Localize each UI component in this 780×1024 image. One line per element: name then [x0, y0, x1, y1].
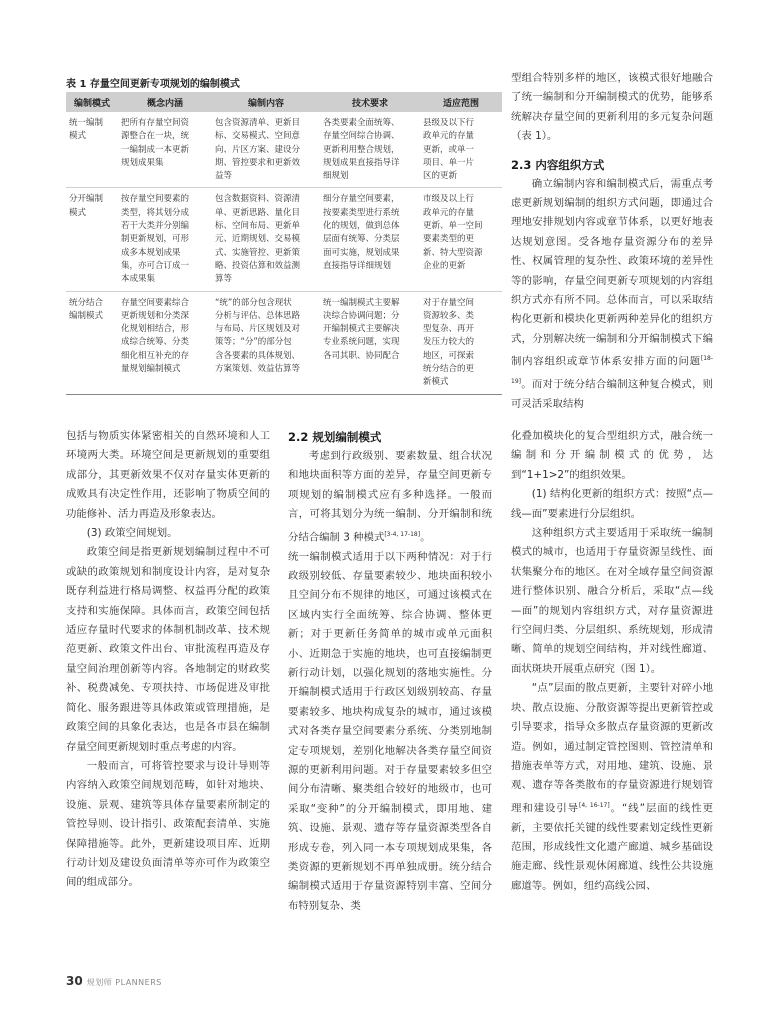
- right-column: [511, 427, 713, 896]
- table-cell: 存量空间要素综合 更新规划和分类深 化规划相结合，形 成综合统筹、分类 细化相互补充的存 量规划编制模式: [118, 291, 212, 394]
- section-heading: 2.3 内容组织方式: [511, 157, 605, 172]
- publication-name: 规划师 PLANNERS: [86, 978, 162, 987]
- planning-modes-table: [66, 92, 502, 395]
- table-cell: 按存量空间要素的 类型，将其划分成 若干大类并分别编 制更新规划，可形 成多本规划成果 集，亦可合订成一 本成果集: [118, 188, 212, 291]
- table-cell: “统”的部分包含现状 分析与评估、总体思路 与布局、片区规划及对 策等；“分”的部分包 含各要素的具体规划、 方案策划、效益估算等: [212, 291, 320, 394]
- table-cell: 分开编制 模式: [66, 188, 118, 291]
- left-column: [66, 427, 270, 893]
- table-cell: 统一编制模式主要解 决综合协调问题；分 开编制模式主要解决 专业系统问题，实现 各司其职、协同配合: [320, 291, 420, 394]
- table-cell: 细分存量空间要素， 按要素类型进行系统 化的规划，做到总体 层面有统筹、分类层 面可实施，规划成果 直接指导详细规划: [320, 188, 420, 291]
- table-cell: 统一编制 模式: [66, 112, 118, 188]
- table-row: [66, 188, 502, 291]
- section-heading: 2.2 规划编制模式: [288, 430, 382, 444]
- citation: [4, 16-17]: [579, 801, 610, 809]
- page-number: 30: [66, 974, 83, 988]
- paragraph: 这种组织方式主要适用于采取统一编制模式的城市，也适用于存量资源呈线性、面状集聚分布的地区。在对全域存量空间资源进行整体识别、融合分析后，采取“点—线—面”的规划内容组织方式，对存量资源进行空间归类、分层组织、系统规划，形成清晰、简单的规划空间结构，并对线性廊道、面状斑块开展重点研究（图 1）。: [511, 527, 713, 675]
- table-header: 编制内容: [212, 92, 320, 112]
- right-column-top: [511, 69, 713, 414]
- table-cell: 市级及以上行 政单元的存量 更新、单一空间 要素类型的更 新、特大型资源 企业的更新: [420, 188, 502, 291]
- table-title: 表 1 存量空间更新专项规划的编制模式: [66, 79, 240, 90]
- paragraph: 政策空间是指更新规划编制过程中不可或缺的政策规划和制度设计内容，是对复杂既存利益进行格局调整、权益再分配的政策支持和实施保障。具体而言，政策空间包括适应存量时代要求的体制机制改革、技术规范更新、政策文件出台、审批流程再造及存量空间治理创新等内容。各地制定的财政奖补、税费减免、专项扶持、市场促进及审批简化、服务跟进等具体政策或管理措施，是政策空间的具象化表达，也是各市县在编制存量空间更新规划时重点考虑的内容。: [66, 546, 270, 753]
- citation: [3-4, 17-18]: [384, 530, 421, 538]
- paragraph: (1) 结构化更新的组织方式：按照“点—线—面”要素进行分层组织。: [511, 488, 713, 520]
- paragraph: 型组合特别多样的地区，该模式很好地融合了统一编制和分开编制模式的优势，能够系统解决存量空间的更新利用的多元复杂问题（表 1）。: [511, 72, 713, 143]
- paragraph: 确立编制内容和编制模式后，需重点考虑更新规划编制的组织方式问题，即通过合理地安排规划内容或章节体系，以更好地表达规划意图。受各地存量资源分布的差异性、权属管理的复杂性、政策环境的差异性等的影响，存量空间更新专项规划的内容组织方式亦有所不同。总体而言，可以采取结构化更新和模块化更新两种差异化的组织方式，分别解决统一编制和分开编制模式下编制内容组织或章节体系安排方面的问题[18-19]。而对于统分结合编制这种复合模式，则可灵活采取结构: [511, 177, 713, 411]
- table-header: 技术要求: [320, 92, 420, 112]
- table-header: 编制模式: [66, 92, 118, 112]
- table-header: 适应范围: [420, 92, 502, 112]
- paragraph: “点”层面的散点更新，主要针对碎小地块、散点设施、分散资源等提出更新管控或引导要求，指导众多散点存量资源的更新改造。例如，通过制定管控图则、管控清单和措施表单等方式，对用地、建筑、设施、景观、遗存等各类散布的存量资源进行规划管理和建设引导[4, 16-17]。“线”层面的线性更新，主要依托关键的线性要素划定线性更新范围，形成线性文化遗产廊道、城乡基础设施走廊、线性景观休闲廊道、线性公共设施廊道等。例如，纽约高线公园、: [511, 682, 714, 892]
- paragraph: 统一编制模式适用于以下两种情况：对于行政级别较低、存量要素较少、地块面积较小且空间分布不规律的地区，可通过该模式在区域内实行全面统筹、综合协调、整体更新；对于更新任务简单的城市或单元面积小、近期急于实施的地块，也可直接编制更新行动计划，以强化规划的落地实施性。分开编制模式适用于行政区划级别较高、存量要素较多、地块构成复杂的城市，通过该模式对各类存量空间要素分系统、分类别地制定专项规划，差别化地解决各类存量空间资源的更新利用问题。对于存量要素较多但空间分布清晰、聚类组合较好的地级市，也可采取“变种”的分开编制模式，即用地、建筑、设施、景观、遗存等存量资源类型各自形成专卷，列入同一本专项规划成果集，各类资源的更新规划不再单独成册。统分结合编制模式适用于存量资源特别丰富、空间分布特别复杂、类: [288, 550, 492, 912]
- table-header: 概念内涵: [118, 92, 212, 112]
- table-cell: 各类要素全面统筹、 存量空间综合协调、 更新利用整合规划， 规划成果直接指导详 细规划: [320, 112, 420, 188]
- table-cell: 包含数据资料、资源清 单、更新思路、量化目 标、空间布局、更新单 元、近期规划、交易模 式、实施管控、更新策 略、投资估算和效益测 算等: [212, 188, 320, 291]
- paragraph: 考虑到行政级别、要素数量、组合状况和地块面积等方面的差异，存量空间更新专项规划的编制模式应有多种选择。一般而言，可将其划分为统一编制、分开编制和统分结合编制 3 种模式[3-4, 17-18]。: [288, 450, 492, 544]
- paragraph: (3) 政策空间规划。: [86, 527, 178, 540]
- table-header-row: [66, 92, 502, 112]
- table-row: [66, 291, 502, 394]
- page-footer: [66, 974, 162, 988]
- paragraph: 一般而言，可将管控要求与设计导则等内容纳入政策空间规划范畴，如针对地块、设施、景观、建筑等具体存量要素所制定的管控导则、设计指引、政策配套清单、实施保障措施等。此外，更新建设项目库、近期行动计划及建设负面清单等亦可作为政策空间的组成部分。: [66, 759, 270, 889]
- table-cell: 包含资源清单、更新目 标、交易模式、空间意 向、片区方案、建设分 期、管控要求和更新效 益等: [212, 112, 320, 188]
- table-cell: 县级及以下行 政单元的存量 更新，或单一 项目、单一片 区的更新: [420, 112, 502, 188]
- middle-column: [288, 427, 492, 916]
- table-cell: 对于存量空间 资源较多、类 型复杂、再开 发压力较大的 地区，可探索 统分结合的更 新模式: [420, 291, 502, 394]
- paragraph: 包括与物质实体紧密相关的自然环境和人工环境两大类。环境空间是更新规划的重要组成部分，其更新效果不仅对存量实体更新的成败具有决定性作用，还影响了物质空间的功能修补、活力再造及形象表达。: [66, 430, 270, 520]
- paragraph: 化叠加模块化的复合型组织方式，融合统一编制和分开编制模式的优势，达到“1+1>2”的组织效果。: [511, 430, 713, 481]
- table-row: [66, 112, 502, 188]
- table-cell: 把所有存量空间资 源整合在一块，统 一编制成一本更新 规划成果集: [118, 112, 212, 188]
- citation: [18-19]: [511, 355, 713, 386]
- table-cell: 统分结合 编制模式: [66, 291, 118, 394]
